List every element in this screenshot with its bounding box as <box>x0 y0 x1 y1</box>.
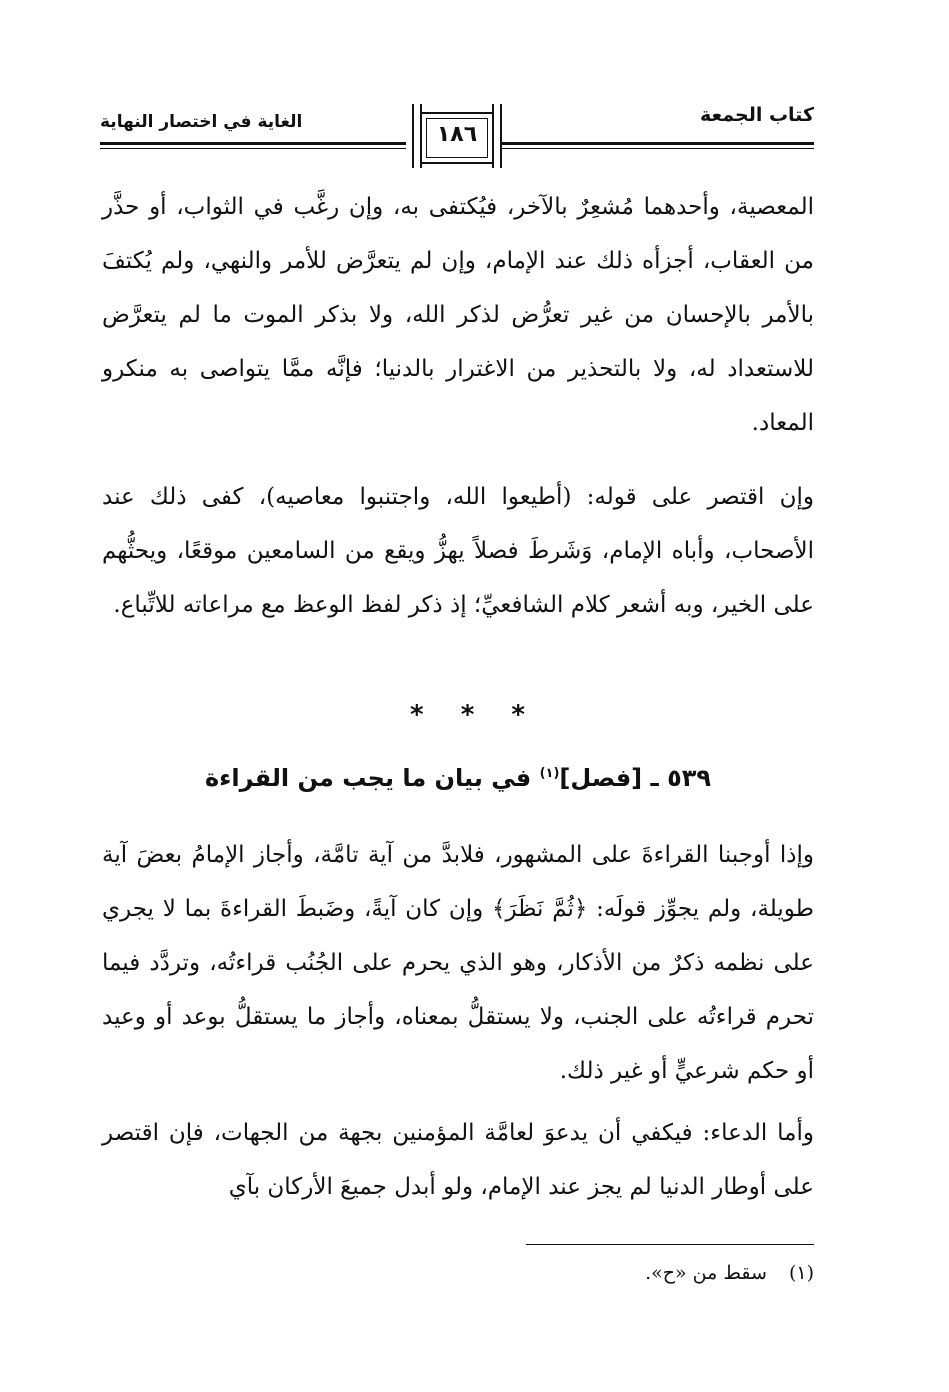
footnote-reference: (١) <box>539 766 560 781</box>
paragraph-text: المعصية، وأحدهما مُشعِرٌ بالآخر، فيُكتفى به، وإن رغَّب في الثواب، أو حذَّر من العقاب، أجزأه ذلك عند الإمام، وإن لم يتعرَّض للأمر والنهي، ولم يُكتفَ بالأمر بالإحسان من غير تعرُّض لذكر الله، ولا بذكر الموت ما لم يتعرَّض للاستعداد له، ولا بالتحذير من الاغترار بالدنيا؛ فإنَّه ممَّا يتواصى به منكرو المعاد. <box>102 194 814 436</box>
page-number-frame <box>412 104 502 168</box>
header-rule-left-thin <box>100 148 406 149</box>
page-header <box>100 98 814 178</box>
page-number: ١٨٦ <box>436 122 478 147</box>
book-title: الغاية في اختصار النهاية <box>100 112 303 132</box>
section-number: ٥٣٩ ـ [فصل] <box>559 764 712 792</box>
paragraph-text: وإن اقتصر على قوله: (أطيعوا الله، واجتنبوا معاصيه)، كفى ذلك عند الأصحاب، وأباه الإمام، وَشَرطَ فصلاً يهزُّ ويقع من السامعين موقعًا، ويحثُّهم على الخير، وبه أشعر كلام الشافعيِّ؛ إذ ذكر لفظ الوعظ مع مراعاته للاتِّباع. <box>102 484 814 618</box>
paragraph-2 <box>102 470 814 632</box>
footnote <box>645 1262 814 1284</box>
chapter-title: كتاب الجمعة <box>700 104 814 126</box>
paragraph-text: وإذا أوجبنا القراءةَ على المشهور، فلابدَّ من آية تامَّة، وأجاز الإمامُ بعضَ آية طويلة، ولم يجوِّز قولَه: ﴿ثُمَّ نَظَرَ﴾ وإن كان آيةً، وضَبطَ القراءةَ بما لا يجري على نظمه ذكرٌ من الأذكار، وهو الذي يحرم على الجُنُب قراءتُه، وتردَّد فيما تحرم قراءتُه على الجنب، ولا يستقلُّ بمعناه، وأجاز ما يستقلُّ بوعد أو وعيد أو حكم شرعيٍّ أو غير ذلك. <box>102 842 814 1084</box>
footnote-separator <box>526 1244 814 1245</box>
header-rule-right <box>502 142 814 145</box>
section-heading <box>102 764 814 792</box>
header-rule-left <box>100 142 406 145</box>
paragraph-1 <box>102 180 814 450</box>
paragraph-3 <box>102 828 814 1098</box>
header-rule-right-thin <box>502 148 814 149</box>
footnote-text: سقط من «ح». <box>645 1262 767 1284</box>
section-title: في بيان ما يجب من القراءة <box>204 764 540 792</box>
section-separator: * * * <box>410 700 539 730</box>
footnote-number: (١) <box>788 1262 814 1284</box>
paragraph-4 <box>102 1106 814 1214</box>
paragraph-text: وأما الدعاء: فيكفي أن يدعوَ لعامَّة المؤمنين بجهة من الجهات، فإن اقتصر على أوطار الدنيا لم يجز عند الإمام، ولو أبدل جميعَ الأركان بآي <box>102 1120 814 1200</box>
